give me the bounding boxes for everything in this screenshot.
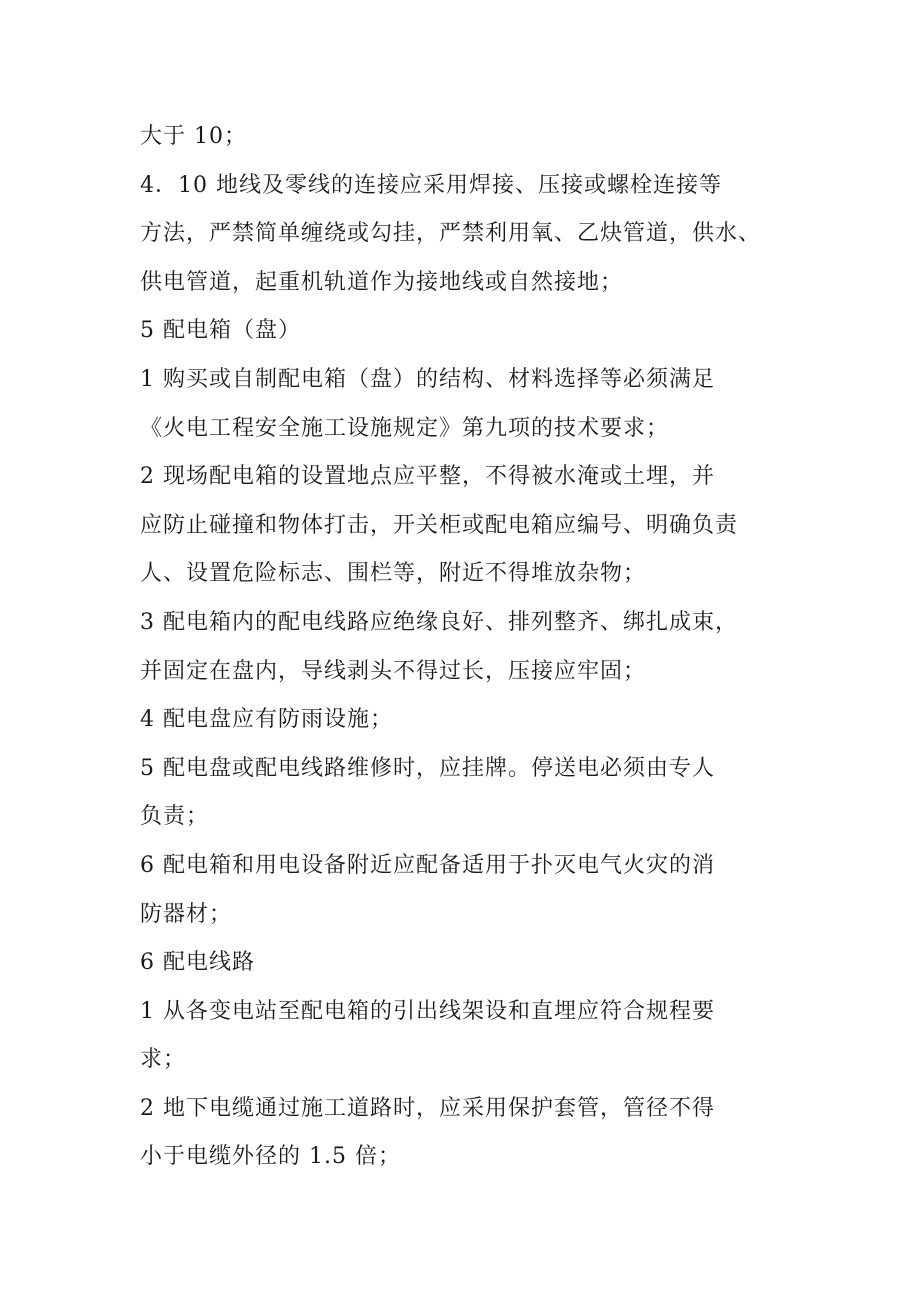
text-line: 并固定在盘内，导线剥头不得过长，压接应牢固； bbox=[140, 658, 647, 684]
text-line: 人、设置危险标志、围栏等，附近不得堆放杂物； bbox=[140, 561, 647, 587]
text-line: 4 配电盘应有防雨设施； bbox=[140, 707, 393, 733]
text-line: 2 地下电缆通过施工道路时，应采用保护套管，管径不得 bbox=[140, 1095, 715, 1121]
text-line: 求； bbox=[140, 1047, 187, 1073]
text-line: 应防止碰撞和物体打击，开关柜或配电箱应编号、明确负责 bbox=[140, 512, 739, 538]
text-line: 1 从各变电站至配电箱的引出线架设和直埋应符合规程要 bbox=[140, 998, 715, 1024]
text-line: 《火电工程安全施工设施规定》第九项的技术要求； bbox=[140, 415, 670, 441]
text-line: 小于电缆外径的 1.5 倍； bbox=[140, 1144, 401, 1170]
text-line: 4．10 地线及零线的连接应采用焊接、压接或螺栓连接等 bbox=[140, 172, 722, 198]
text-line: 供电管道，起重机轨道作为接地线或自然接地； bbox=[140, 269, 624, 295]
text-line: 2 现场配电箱的设置地点应平整，不得被水淹或土埋，并 bbox=[140, 464, 715, 490]
text-line: 负责； bbox=[140, 804, 210, 830]
section-heading: 6 配电线路 bbox=[140, 950, 255, 976]
text-line: 防器材； bbox=[140, 901, 233, 927]
document-body bbox=[140, 113, 800, 1182]
text-line: 6 配电箱和用电设备附近应配备适用于扑灭电气火灾的消 bbox=[140, 852, 715, 878]
text-line: 大于 10； bbox=[140, 124, 247, 149]
text-line: 方法，严禁简单缠绕或勾挂，严禁利用氧、乙炔管道，供水、 bbox=[140, 221, 762, 247]
text-line: 1 购买或自制配电箱（盘）的结构、材料选择等必须满足 bbox=[140, 366, 715, 392]
text-line: 3 配电箱内的配电线路应绝缘良好、排列整齐、绑扎成束， bbox=[140, 609, 738, 635]
text-line: 5 配电盘或配电线路维修时，应挂牌。停送电必须由专人 bbox=[140, 755, 715, 781]
section-heading: 5 配电箱（盘） bbox=[140, 318, 301, 344]
